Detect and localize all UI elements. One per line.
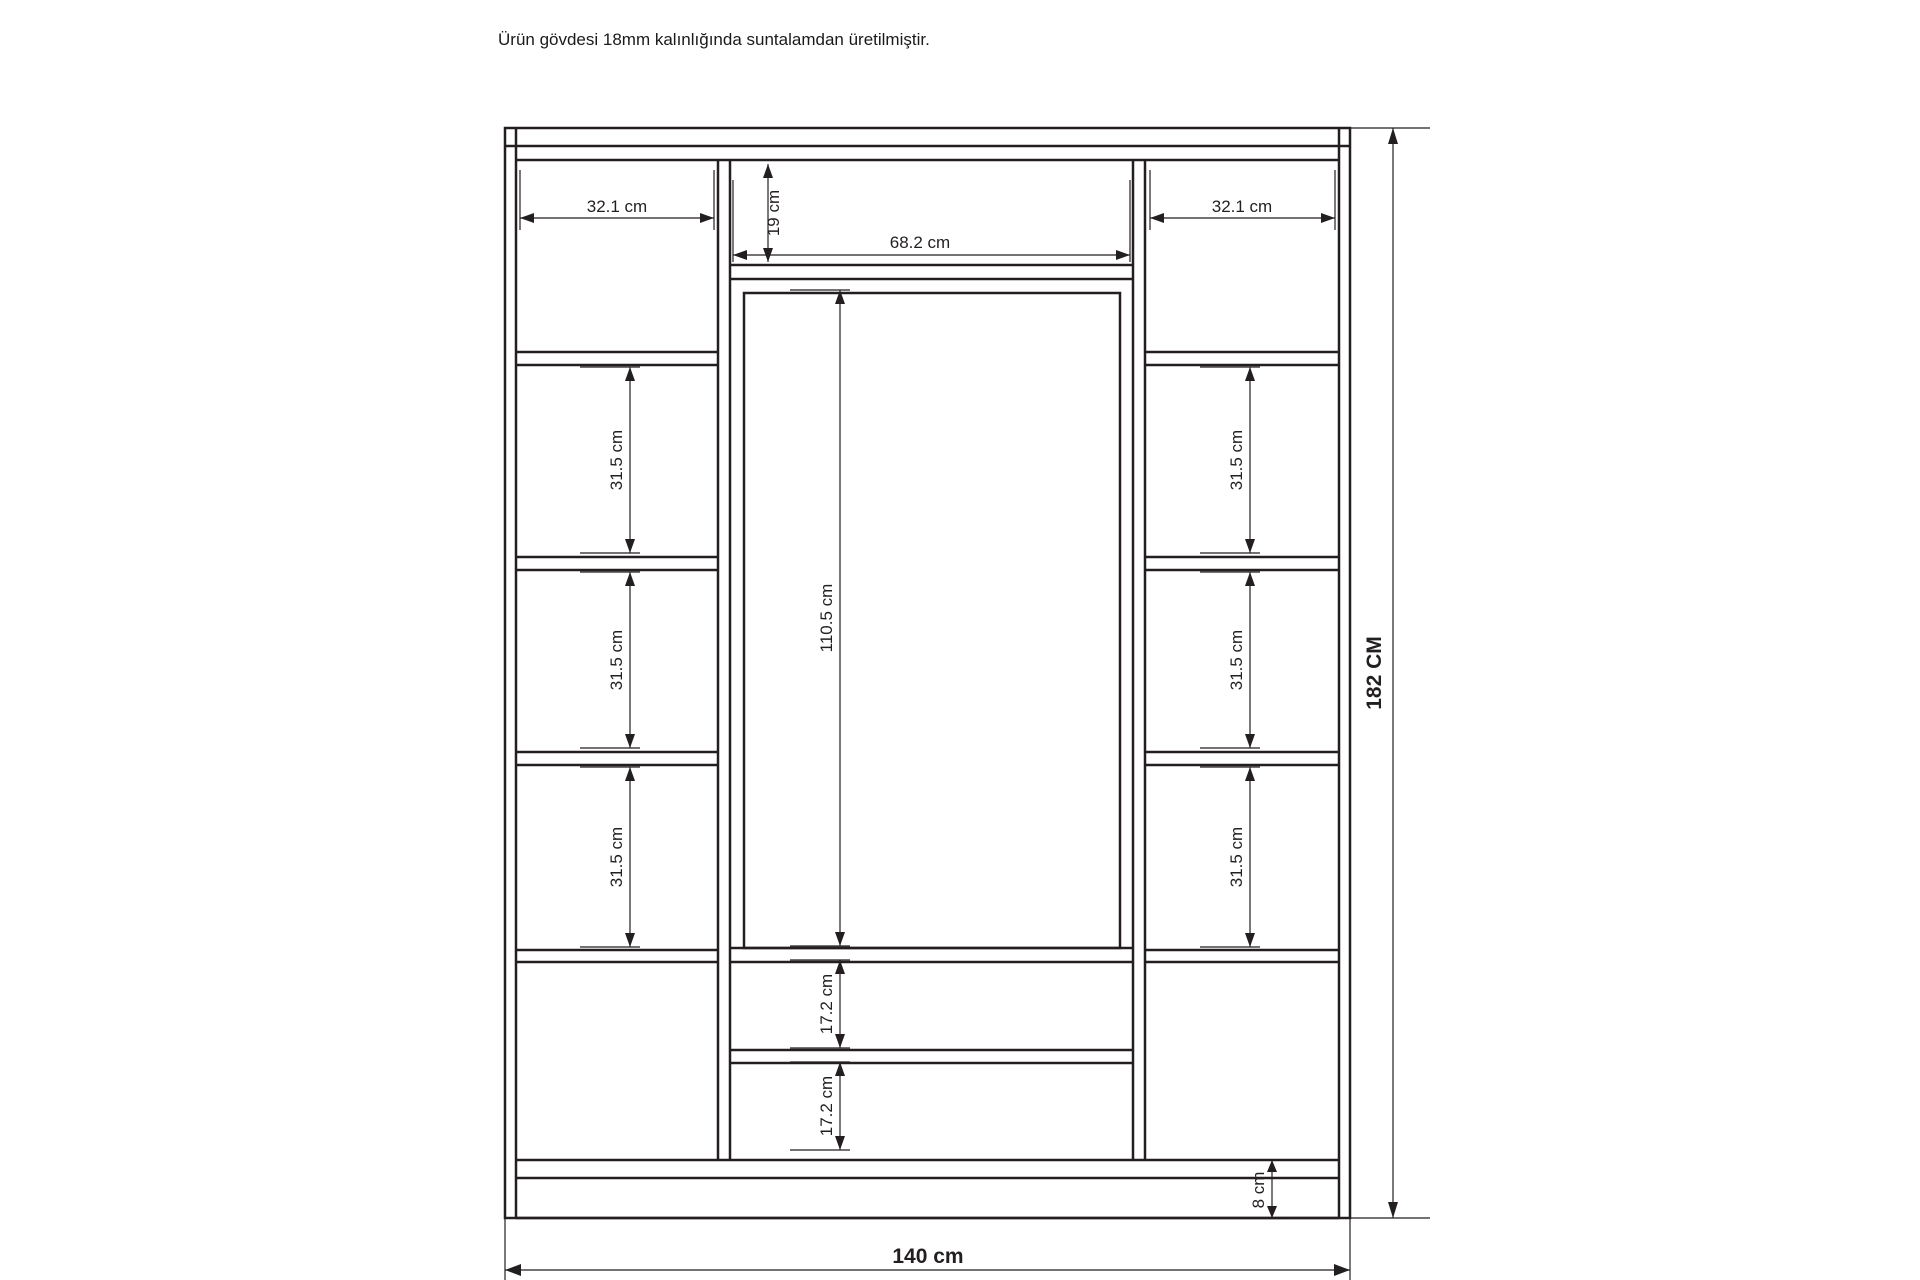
cabinet-body	[505, 128, 1350, 1218]
dim-label-total-width: 140 cm	[892, 1245, 964, 1268]
dim-right-shelf-3	[1200, 767, 1260, 947]
dim-label-right-shelf-1: 31.5 cm	[1227, 429, 1246, 491]
dim-label-right-top-shelf: 32.1 cm	[1211, 197, 1273, 216]
dim-right-shelf-1	[1200, 367, 1260, 553]
dim-drawer-2	[790, 1062, 850, 1150]
dim-left-shelf-3	[580, 767, 640, 947]
dim-label-drawer-2: 17.2 cm	[817, 1075, 836, 1137]
dim-label-drawer-1: 17.2 cm	[817, 973, 836, 1035]
dim-label-right-shelf-2: 31.5 cm	[1227, 629, 1246, 691]
dim-label-top-middle-height: 19 cm	[764, 189, 783, 237]
dim-label-left-shelf-1: 31.5 cm	[607, 429, 626, 491]
dim-label-center-tall-height: 110.5 cm	[817, 583, 836, 653]
dim-right-top-shelf-width	[1150, 170, 1335, 230]
dim-label-right-shelf-3: 31.5 cm	[1227, 826, 1246, 888]
dim-label-base-height: 8 cm	[1249, 1171, 1268, 1209]
dim-middle-width	[733, 180, 1130, 262]
dim-center-tall-height	[790, 290, 850, 946]
dim-base-height	[1240, 1160, 1285, 1218]
product-note: Ürün gövdesi 18mm kalınlığında suntalamdan üretilmiştir.	[498, 30, 930, 49]
dim-label-left-top-shelf: 32.1 cm	[586, 197, 648, 216]
dim-right-shelf-2	[1200, 572, 1260, 748]
dim-top-middle-height	[763, 164, 783, 262]
dim-total-width	[505, 1218, 1350, 1280]
dim-total-height	[1350, 128, 1430, 1218]
dim-label-left-shelf-2: 31.5 cm	[607, 629, 626, 691]
dim-drawer-1	[790, 960, 850, 1048]
dim-label-middle-width: 68.2 cm	[889, 233, 951, 252]
dim-label-total-height: 182 CM	[1363, 636, 1386, 710]
dim-left-top-shelf-width	[520, 170, 714, 230]
dim-left-shelf-1	[580, 367, 640, 553]
dim-label-left-shelf-3: 31.5 cm	[607, 826, 626, 888]
dim-left-shelf-2	[580, 572, 640, 748]
